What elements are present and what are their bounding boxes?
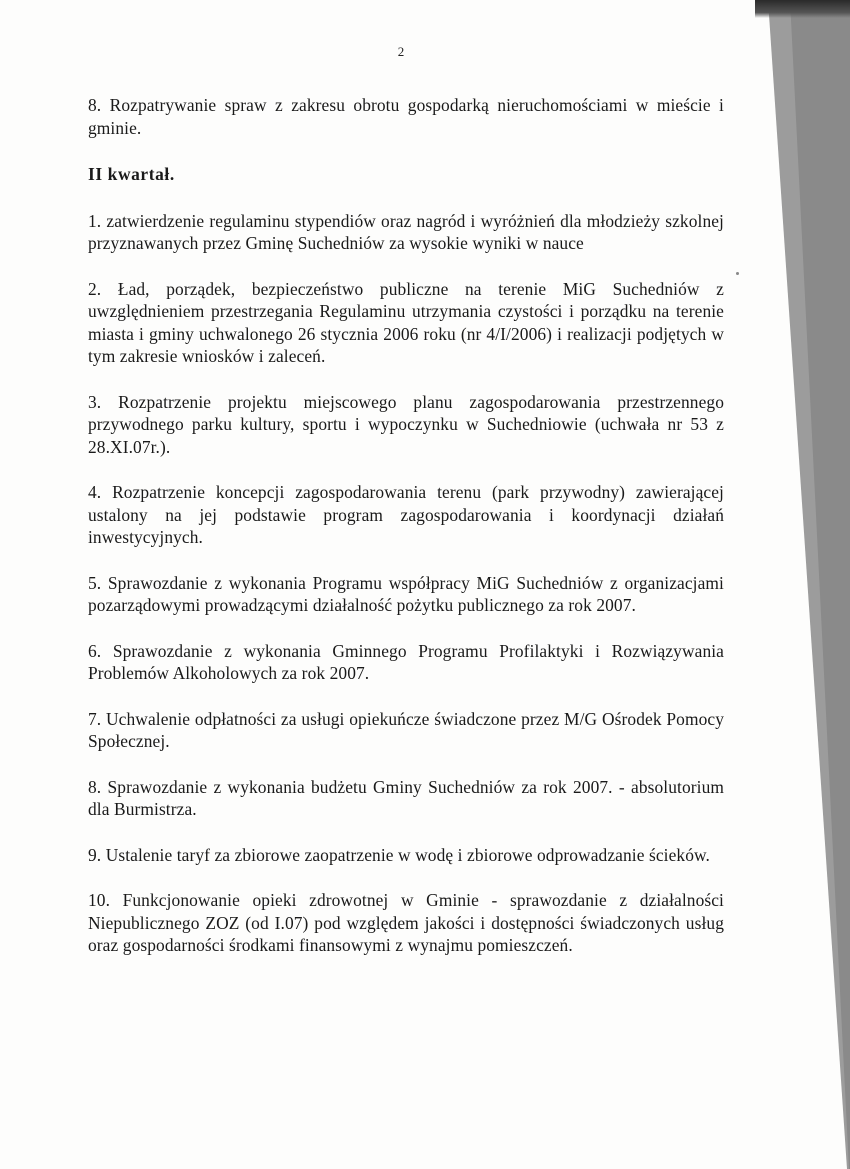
- page-number: 2: [397, 44, 405, 59]
- list-item: 3. Rozpatrzenie projektu miejscowego planu zagospodarowania przestrzennego przywodnego parku kultury, sportu i wypoczynku w Suchedniowie (uchwała nr 53 z 28.XI.07r.).: [88, 391, 724, 457]
- list-item: 10. Funkcjonowanie opieki zdrowotnej w Gminie - sprawozdanie z działalności Niepublicznego ZOZ (od I.07) pod względem jakości i dostępności świadczonych usług oraz gospodarności środkami finansowymi z wynajmu pomieszczeń.: [88, 890, 724, 955]
- list-item: 7. Uchwalenie odpłatności za usługi opiekuńcze świadczone przez M/G Ośrodek Pomocy Społecznej.: [88, 708, 724, 751]
- scan-speck: [736, 272, 739, 275]
- scan-edge-shadow: [750, 0, 850, 1169]
- list-item: 8. Sprawozdanie z wykonania budżetu Gminy Suchedniów za rok 2007. - absolutorium dla Burmistrza.: [88, 776, 724, 819]
- list-item: 5. Sprawozdanie z wykonania Programu współpracy MiG Suchedniów z organizacjami pozarządowymi prowadzącymi działalność pożytku publicznego za rok 2007.: [88, 572, 724, 615]
- section-heading: II kwartał.: [88, 164, 175, 184]
- list-item: 9. Ustalenie taryf za zbiorowe zaopatrzenie w wodę i zbiorowe odprowadzanie ścieków.: [88, 844, 710, 865]
- list-item: 1. zatwierdzenie regulaminu stypendiów oraz nagród i wyróżnień dla młodzieży szkolnej przyznawanych przez Gminę Suchedniów za wysokie wyniki w nauce: [88, 210, 724, 253]
- document-body: [88, 94, 724, 957]
- list-item: 2. Ład, porządek, bezpieczeństwo publiczne na terenie MiG Suchedniów z uwzględnieniem przestrzegania Regulaminu utrzymania czystości i porządku na terenie miasta i gminy uchwalonego 26 stycznia 2006 roku (nr 4/I/2006) i realizacji podjętych w tym zakresie wniosków i zaleceń.: [88, 278, 724, 366]
- list-item: 6. Sprawozdanie z wykonania Gminnego Programu Profilaktyki i Rozwiązywania Problemów Alkoholowych za rok 2007.: [88, 640, 724, 683]
- intro-item: 8. Rozpatrywanie spraw z zakresu obrotu gospodarką nieruchomościami w mieście i gminie.: [88, 95, 724, 138]
- scan-top-band: [755, 0, 850, 18]
- list-item: 4. Rozpatrzenie koncepcji zagospodarowania terenu (park przywodny) zawierającej ustalony na jej podstawie program zagospodarowania i koordynacji działań inwestycyjnych.: [88, 482, 724, 547]
